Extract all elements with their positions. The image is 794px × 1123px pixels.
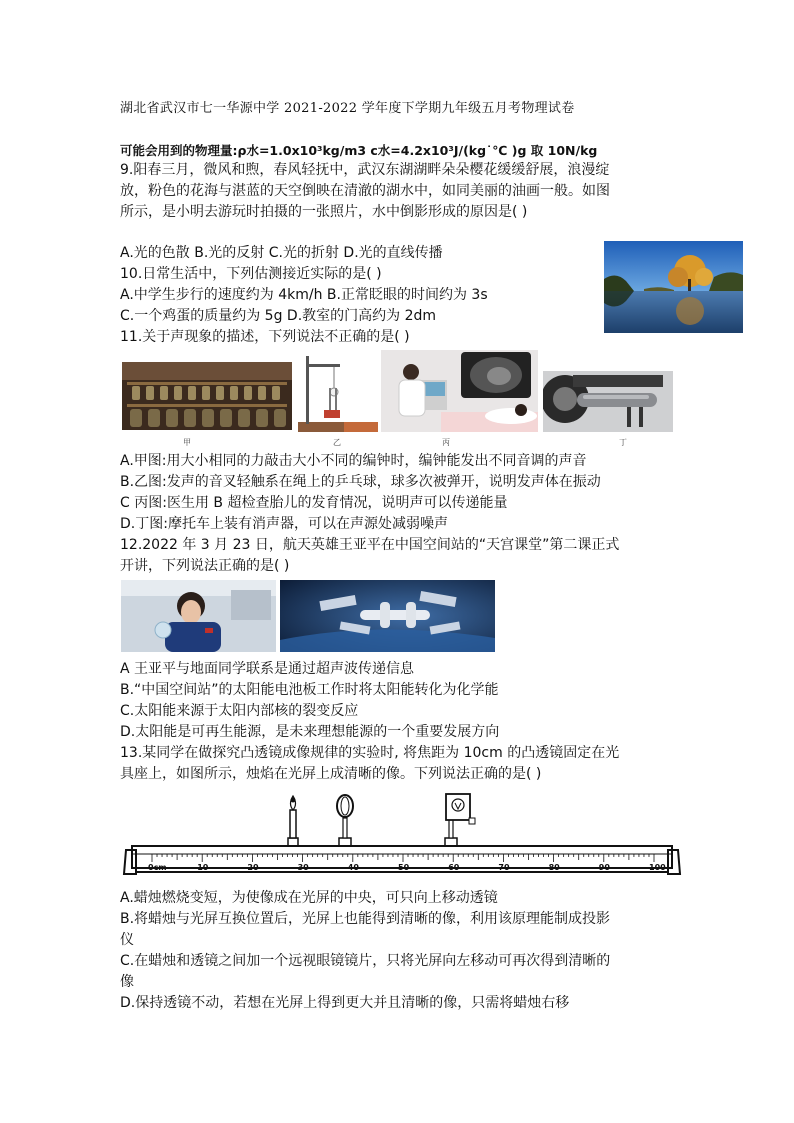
q13-stem-line-2: 具座上，如图所示，烛焰在光屏上成清晰的像。下列说法正确的是( ): [120, 766, 542, 782]
q10-options-row-1: A.中学生步行的速度约为 4km/h B.正常眨眼的时间约为 3s: [120, 287, 488, 303]
ruler-label: 70: [498, 863, 510, 872]
q13-option-c: C.在蜡烛和透镜之间加一个远视眼镜镜片，只将光屏向左移动可再次得到清晰的: [120, 953, 611, 969]
q12-option-b: B.“中国空间站”的太阳能电池板工作时将太阳能转化为化学能: [120, 682, 499, 698]
q13-option-b-cont: 仪: [120, 932, 134, 948]
ruler-label: 60: [448, 863, 460, 872]
q10-options-row-2: C.一个鸡蛋的质量约为 5g D.教室的门高约为 2dm: [120, 308, 437, 324]
ruler-label: 90: [598, 863, 610, 872]
q11-option-d: D.丁图:摩托车上装有消声器，可以在声源处减弱噪声: [120, 516, 448, 532]
caption-jia: 甲: [183, 438, 191, 447]
b-ultrasound-photo: [381, 350, 538, 432]
q12-stem-line-2: 开讲，下列说法正确的是( ): [120, 558, 290, 574]
q10-stem: 10.日常生活中，下列估测接近实际的是( ): [120, 266, 382, 282]
convex-lens: [337, 795, 353, 846]
space-station-photo: [280, 580, 495, 652]
caption-ding: 丁: [619, 438, 627, 447]
q9-stem-line-2: 放，粉色的花海与湛蓝的天空倒映在清澈的湖水中，如同美丽的油画一般。如图: [120, 183, 610, 199]
q13-option-b: B.将蜡烛与光屏互换位置后，光屏上也能得到清晰的像，利用该原理能制成投影: [120, 911, 611, 927]
q11-option-b: B.乙图:发声的音叉轻触系在绳上的乒乓球，球多次被弹开，说明发声体在振动: [120, 474, 601, 490]
q12-stem-line-1: 12.2022 年 3 月 23 日，航天英雄王亚平在中国空间站的“天宫课堂”第二课正式: [120, 537, 620, 553]
q9-stem-line-1: 9.阳春三月，微风和煦，春风轻抚中，武汉东湖湖畔朵朵樱花缓缓舒展，浪漫绽: [120, 162, 610, 178]
q13-stem-line-1: 13.某同学在做探究凸透镜成像规律的实验时, 将焦距为 10cm 的凸透镜固定在光: [120, 745, 620, 761]
q11-stem: 11.关于声现象的描述，下列说法不正确的是( ): [120, 329, 410, 345]
physical-constants: 可能会用到的物理量:ρ水=1.0x10³kg/m3 c水=4.2x10³J/(kg˙℃ )g 取 10N/kg: [120, 143, 598, 158]
motorcycle-muffler-photo: [543, 371, 673, 432]
ruler-label: 40: [347, 863, 359, 872]
q12-option-c: C.太阳能来源于太阳内部核的裂变反应: [120, 703, 359, 719]
light-screen: [445, 794, 475, 846]
q9-stem-line-3: 所示，是小明去游玩时拍摄的一张照片，水中倒影形成的原因是( ): [120, 204, 528, 220]
lake-reflection-photo: [604, 241, 743, 333]
ruler-label: 10: [197, 863, 209, 872]
ruler-label: 0cm: [148, 863, 167, 872]
ruler-label: 20: [247, 863, 259, 872]
ruler-label: 80: [548, 863, 560, 872]
exam-title: 湖北省武汉市七一华源中学 2021-2022 学年度下学期九年级五月考物理试卷: [120, 101, 575, 116]
q9-options: A.光的色散 B.光的反射 C.光的折射 D.光的直线传播: [120, 245, 443, 261]
optical-bench-figure: [122, 790, 682, 880]
ruler-label: 30: [297, 863, 309, 872]
q12-option-a: A 王亚平与地面同学联系是通过超声波传递信息: [120, 661, 415, 677]
caption-bing: 丙: [442, 438, 450, 447]
bianzhong-bells-photo: [122, 362, 292, 430]
caption-yi: 乙: [333, 438, 341, 447]
astronaut-photo: [121, 580, 276, 652]
q12-option-d: D.太阳能是可再生能源，是未来理想能源的一个重要发展方向: [120, 724, 500, 740]
q11-option-a: A.甲图:用大小相同的力敲击大小不同的编钟时，编钟能发出不同音调的声音: [120, 453, 587, 469]
q13-option-d: D.保持透镜不动，若想在光屏上得到更大并且清晰的像，只需将蜡烛右移: [120, 995, 570, 1011]
q13-option-a: A.蜡烛燃烧变短，为使像成在光屏的中央，可只向上移动透镜: [120, 890, 498, 906]
q11-option-c: C 丙图:医生用 B 超检查胎儿的发育情况，说明声可以传递能量: [120, 495, 508, 511]
ruler-label: 50: [398, 863, 410, 872]
tuning-fork-figure: [298, 350, 378, 434]
q13-option-c-cont: 像: [120, 974, 134, 990]
ruler-label: 100: [649, 863, 666, 872]
candle: [288, 796, 298, 846]
